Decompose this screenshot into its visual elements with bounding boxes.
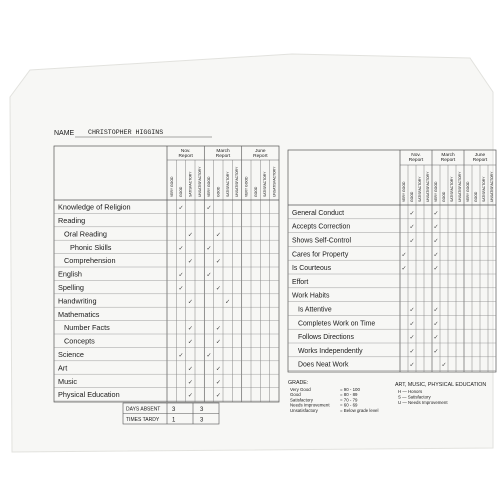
times-tardy-march: 3 [200, 417, 204, 424]
conduct-mark-label: GOOD [441, 191, 446, 202]
conduct-mark-label: UNSATISFACTORY [457, 171, 462, 202]
conduct-row-label: Does Neat Work [298, 361, 349, 369]
check-mark-icon: ✓ [206, 244, 212, 252]
conduct-mark-label: VERY GOOD [465, 181, 470, 202]
special-key-title: ART, MUSIC, PHYSICAL EDUCATION [395, 382, 487, 388]
conduct-mark-label: UNSATISFACTORY [425, 171, 430, 202]
subjects-row-label: Concepts [64, 336, 95, 346]
subjects-mark-label: VERY GOOD [207, 176, 212, 197]
check-mark-icon: ✓ [433, 347, 439, 355]
check-mark-icon: ✓ [401, 251, 407, 259]
subjects-row-label: Reading [58, 216, 86, 226]
subjects-row-label: Number Facts [64, 323, 110, 333]
subjects-mark-label: VERY GOOD [244, 176, 249, 197]
name-label: NAME [54, 130, 75, 137]
check-mark-icon: ✓ [433, 223, 439, 231]
subjects-row-label: Art [58, 363, 68, 373]
check-mark-icon: ✓ [409, 347, 415, 355]
subjects-mark-label: SATISFACTORY [188, 171, 193, 197]
conduct-row-label: Is Courteous [292, 265, 332, 273]
check-mark-icon: ✓ [178, 352, 184, 360]
grade-key-label: Good [290, 392, 301, 398]
check-mark-icon: ✓ [206, 352, 212, 360]
subjects-mark-label: GOOD [179, 186, 184, 197]
check-mark-icon: ✓ [187, 325, 193, 333]
check-mark-icon: ✓ [409, 209, 415, 217]
subjects-period-label: June Report [253, 149, 268, 159]
check-mark-icon: ✓ [433, 334, 439, 342]
check-mark-icon: ✓ [206, 204, 212, 212]
check-mark-icon: ✓ [433, 237, 439, 245]
check-mark-icon: ✓ [215, 392, 221, 400]
conduct-row-label: Cares for Property [292, 251, 349, 259]
grade-key-label: Unsatisfactory [290, 407, 318, 413]
subjects-period-label: Nov. Report [178, 149, 193, 159]
conduct-row-label: Is Attentive [298, 306, 332, 314]
conduct-mark-label: SATISFACTORY [481, 176, 486, 202]
special-key-row: S — Satisfactory [398, 394, 431, 400]
conduct-row-label: Effort [292, 278, 309, 286]
conduct-mark-label: VERY GOOD [401, 181, 406, 202]
subjects-row-label: Handwriting [58, 296, 97, 306]
days-absent-march: 3 [200, 407, 204, 413]
check-mark-icon: ✓ [433, 320, 439, 328]
check-mark-icon: ✓ [215, 378, 221, 386]
subjects-row-label: Music [58, 376, 78, 386]
subjects-row-label: Comprehension [64, 256, 116, 266]
check-mark-icon: ✓ [187, 258, 193, 266]
check-mark-icon: ✓ [178, 244, 184, 252]
grade-key-range: = 90 - 100 [340, 387, 360, 392]
check-mark-icon: ✓ [433, 265, 439, 273]
conduct-mark-label: GOOD [409, 191, 414, 202]
subjects-mark-label: SATISFACTORY [225, 171, 230, 197]
subjects-row-label: Oral Reading [64, 229, 107, 239]
conduct-mark-label: SATISFACTORY [417, 176, 422, 202]
conduct-mark-label: SATISFACTORY [449, 176, 454, 202]
subjects-row-label: Knowledge of Religion [58, 202, 131, 212]
check-mark-icon: ✓ [409, 320, 415, 328]
subjects-row-label: Phonic Skills [70, 242, 112, 252]
conduct-period-label: June Report [472, 153, 488, 163]
check-mark-icon: ✓ [178, 285, 184, 293]
check-mark-icon: ✓ [409, 306, 415, 314]
conduct-mark-label: VERY GOOD [433, 181, 438, 202]
check-mark-icon: ✓ [187, 231, 193, 239]
conduct-period-label: Nov. Report [408, 153, 424, 163]
check-mark-icon: ✓ [433, 306, 439, 314]
check-mark-icon: ✓ [433, 209, 439, 217]
subjects-mark-label: VERY GOOD [169, 176, 174, 197]
conduct-row-label: Follows Directions [298, 334, 354, 342]
check-mark-icon: ✓ [187, 378, 193, 386]
check-mark-icon: ✓ [409, 334, 415, 342]
check-mark-icon: ✓ [215, 258, 221, 266]
times-tardy-nov: 1 [172, 417, 176, 424]
subjects-row-label: English [58, 269, 82, 279]
subjects-mark-label: UNSATISFACTORY [235, 166, 240, 197]
subjects-period-label: March Report [215, 149, 231, 159]
check-mark-icon: ✓ [409, 237, 415, 245]
grade-key-range: = Below grade level [340, 407, 379, 413]
conduct-row-label: Works Independently [298, 347, 363, 355]
grade-key-range: = 70 - 79 [340, 397, 358, 403]
conduct-row-label: General Conduct [292, 209, 345, 217]
check-mark-icon: ✓ [401, 265, 407, 273]
check-mark-icon: ✓ [187, 338, 193, 346]
student-name: CHRISTOPHER HIGGINS [88, 129, 164, 136]
subjects-mark-label: GOOD [253, 186, 258, 197]
check-mark-icon: ✓ [178, 271, 184, 279]
grade-key-range: = 60 - 69 [340, 402, 358, 408]
grade-key-label: Needs Improvement [290, 402, 330, 408]
subjects-row-label: Spelling [58, 283, 84, 293]
subjects-mark-label: GOOD [216, 186, 221, 197]
times-tardy-label: TIMES TARDY [126, 417, 160, 423]
conduct-row-label: Accepts Correction [292, 223, 351, 231]
grade-key-label: Very Good [290, 387, 311, 392]
conduct-row-label: Shows Self-Control [292, 237, 351, 245]
check-mark-icon: ✓ [187, 365, 193, 373]
subjects-mark-label: UNSATISFACTORY [272, 166, 277, 197]
check-mark-icon: ✓ [187, 392, 193, 400]
check-mark-icon: ✓ [409, 361, 415, 369]
check-mark-icon: ✓ [433, 251, 439, 259]
conduct-mark-label: GOOD [473, 191, 478, 202]
check-mark-icon: ✓ [409, 223, 415, 231]
subjects-row-label: Physical Education [58, 390, 120, 400]
conduct-row-label: Work Habits [292, 292, 330, 300]
check-mark-icon: ✓ [225, 298, 231, 306]
subjects-row-label: Science [58, 350, 84, 360]
check-mark-icon: ✓ [215, 365, 221, 373]
check-mark-icon: ✓ [178, 204, 184, 212]
days-absent-nov: 3 [172, 407, 176, 413]
conduct-row-label: Completes Work on Time [298, 320, 376, 328]
grade-key-label: Satisfactory [290, 397, 313, 403]
check-mark-icon: ✓ [187, 298, 193, 306]
special-key-row: U — Needs Improvement [398, 399, 448, 405]
special-key-row: H — Honors [398, 389, 423, 394]
days-absent-label: DAYS ABSENT [126, 406, 161, 413]
check-mark-icon: ✓ [215, 285, 221, 293]
check-mark-icon: ✓ [441, 361, 447, 369]
check-mark-icon: ✓ [215, 231, 221, 239]
check-mark-icon: ✓ [215, 325, 221, 333]
check-mark-icon: ✓ [206, 271, 212, 279]
check-mark-icon: ✓ [215, 338, 221, 346]
grade-key-title: GRADE: [288, 380, 309, 386]
subjects-mark-label: UNSATISFACTORY [197, 166, 202, 197]
conduct-mark-label: UNSATISFACTORY [489, 171, 494, 202]
grade-key-range: = 80 - 89 [340, 392, 358, 398]
conduct-period-label: March Report [440, 153, 456, 163]
subjects-mark-label: SATISFACTORY [263, 171, 268, 197]
subjects-row-label: Mathematics [58, 309, 100, 319]
